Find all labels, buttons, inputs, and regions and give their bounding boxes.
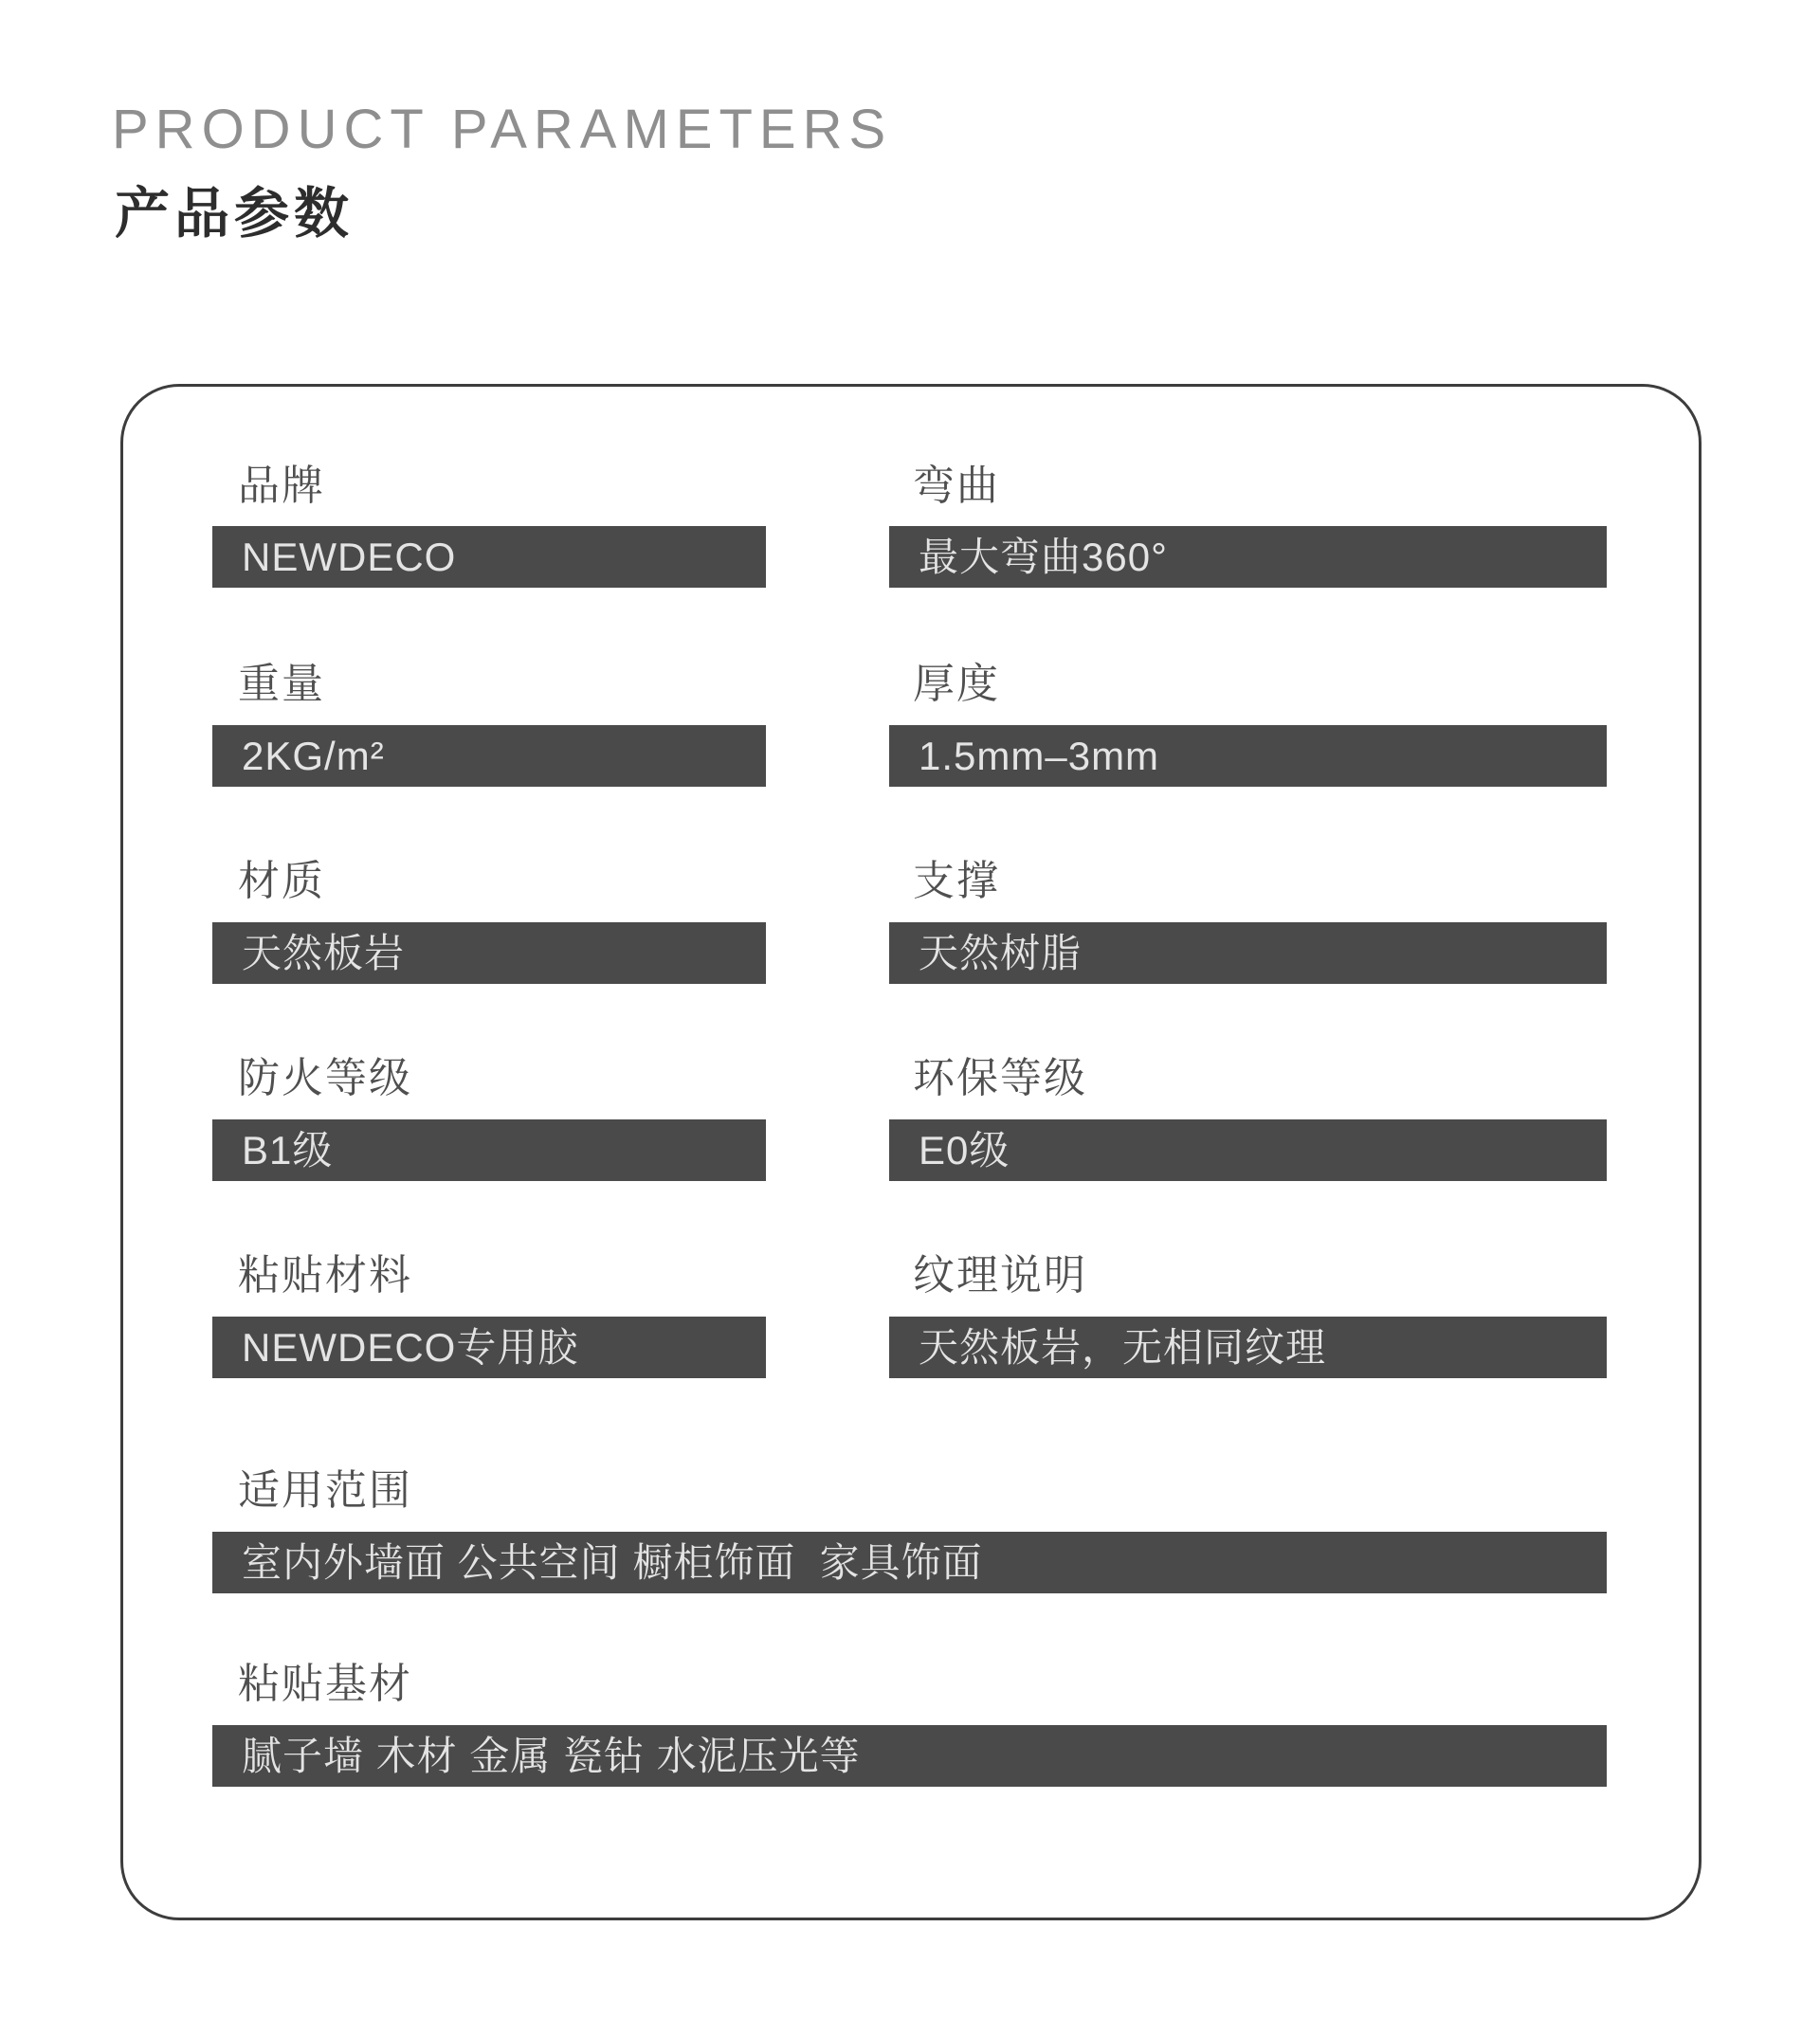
param-value: 室内外墙面 公共空间 橱柜饰面 家具饰面 [242, 1539, 983, 1585]
param-value-bar [889, 1317, 1607, 1378]
param-value-bar [212, 725, 766, 787]
param-value: 1.5mm–3mm [919, 733, 1160, 778]
param-value-bar [889, 526, 1607, 588]
param-label: 粘贴材料 [238, 1252, 412, 1299]
param-value-bar [889, 1119, 1607, 1181]
param-value: B1级 [242, 1127, 334, 1173]
param-value: 2KG/m² [242, 733, 385, 778]
param-value-bar [212, 1532, 1607, 1593]
param-label: 材质 [238, 858, 325, 904]
param-label: 品牌 [238, 463, 325, 509]
param-label: 支撑 [913, 858, 1000, 904]
param-value: 天然树脂 [919, 930, 1083, 975]
param-value: E0级 [919, 1127, 1010, 1173]
param-value-bar [212, 526, 766, 588]
param-label: 环保等级 [913, 1055, 1087, 1101]
param-value: 天然板岩，无相同纹理 [919, 1324, 1327, 1370]
param-label: 重量 [238, 661, 325, 707]
param-label: 粘贴基材 [238, 1661, 412, 1707]
param-value-bar [212, 1317, 766, 1378]
param-label: 厚度 [913, 661, 1000, 707]
param-value: NEWDECO [242, 534, 457, 579]
param-label: 弯曲 [913, 463, 1000, 509]
param-label: 纹理说明 [913, 1252, 1087, 1299]
page-title-en: PRODUCT PARAMETERS [112, 99, 893, 160]
param-value-bar [889, 922, 1607, 984]
parameters-panel [120, 384, 1702, 1920]
param-value: 天然板岩 [242, 930, 406, 975]
param-value: NEWDECO专用胶 [242, 1324, 579, 1370]
param-value-bar [212, 922, 766, 984]
param-value: 最大弯曲360° [919, 534, 1168, 579]
param-label: 防火等级 [238, 1055, 412, 1101]
param-value-bar [212, 1119, 766, 1181]
page-title-zh: 产品参数 [115, 183, 355, 245]
param-value-bar [212, 1725, 1607, 1787]
param-value-bar [889, 725, 1607, 787]
param-label: 适用范围 [238, 1467, 412, 1514]
param-value: 腻子墙 木材 金属 瓷钻 水泥压光等 [242, 1733, 861, 1778]
